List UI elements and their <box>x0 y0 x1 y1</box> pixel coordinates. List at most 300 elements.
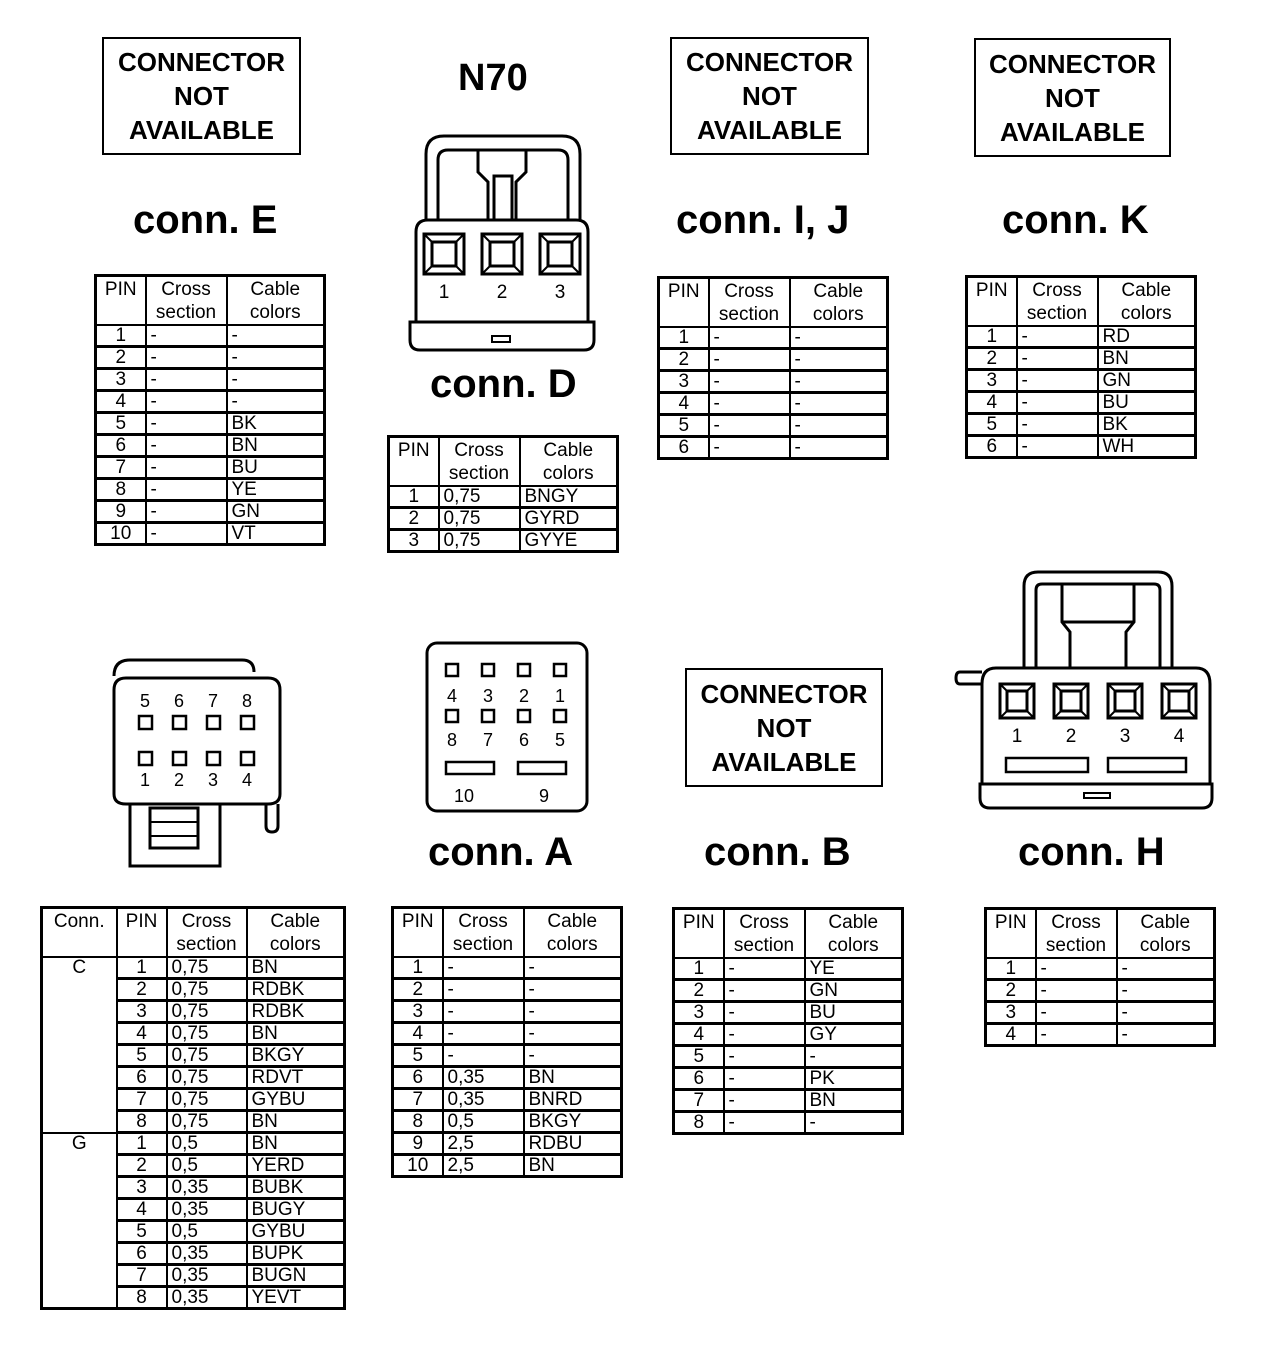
pin-cell: 5 <box>117 1221 167 1243</box>
pin-cell: 3 <box>389 530 439 552</box>
pin-cell: 7 <box>674 1090 724 1112</box>
pin-cell: 4 <box>117 1199 167 1221</box>
cross-section-cell: - <box>146 435 227 457</box>
table-row <box>659 371 888 393</box>
cross-section-cell: 0,5 <box>167 1133 247 1155</box>
pin-label: 1 <box>438 282 450 303</box>
table-row <box>986 958 1215 980</box>
cross-section-cell: - <box>443 979 524 1001</box>
table-row <box>986 1002 1215 1024</box>
pin-cell: 10 <box>393 1155 443 1177</box>
pin-cell: 5 <box>117 1045 167 1067</box>
cable-color-cell: RDVT <box>247 1067 345 1089</box>
pin-header: PIN <box>393 908 443 958</box>
table-row <box>674 1024 903 1046</box>
table-row <box>393 1133 622 1155</box>
cross-section-cell: - <box>146 479 227 501</box>
cross-section-cell: - <box>724 1112 805 1134</box>
conn-d-label: conn. D <box>430 362 577 406</box>
cable-color-cell: - <box>227 325 325 347</box>
pin-cell: 2 <box>393 979 443 1001</box>
cable-colors-header: Cable colors <box>1098 277 1196 327</box>
pin-header: PIN <box>986 909 1036 959</box>
cable-color-cell: BN <box>524 1067 622 1089</box>
cross-section-cell: 0,5 <box>167 1221 247 1243</box>
cross-section-cell: 0,75 <box>167 1001 247 1023</box>
pin-cell: 5 <box>393 1045 443 1067</box>
pin-label: 3 <box>207 770 219 790</box>
pin-cell: 4 <box>117 1023 167 1045</box>
pin-label: 1 <box>554 686 566 706</box>
pin-label: 6 <box>518 730 530 750</box>
pin-cell: 2 <box>117 1155 167 1177</box>
pin-label: 6 <box>173 691 185 711</box>
pin-label: 3 <box>482 686 494 706</box>
cable-colors-header: Cable colors <box>520 437 618 487</box>
table-row <box>967 436 1196 458</box>
conn-h-table <box>984 907 1216 1047</box>
cable-color-cell: - <box>524 1045 622 1067</box>
table-row <box>393 1067 622 1089</box>
pin-cell: 5 <box>96 413 146 435</box>
cross-section-header: Cross section <box>724 909 805 959</box>
cross-section-cell: 0,75 <box>439 486 520 508</box>
cable-color-cell: BK <box>227 413 325 435</box>
n70-title: N70 <box>458 57 528 99</box>
cross-section-cell: - <box>146 501 227 523</box>
pin-cell: 5 <box>659 415 709 437</box>
cross-section-header: Cross section <box>439 437 520 487</box>
pin-cell: 1 <box>393 957 443 979</box>
pin-cell: 2 <box>986 980 1036 1002</box>
cross-section-cell: 2,5 <box>443 1133 524 1155</box>
cross-section-cell: - <box>146 369 227 391</box>
cross-section-cell: 0,5 <box>167 1155 247 1177</box>
pin-cell: 8 <box>117 1287 167 1309</box>
cable-color-cell: - <box>790 349 888 371</box>
table-row <box>393 1089 622 1111</box>
pin-cell: 7 <box>117 1089 167 1111</box>
pin-cell: 9 <box>393 1133 443 1155</box>
conn-a-label: conn. A <box>428 830 574 874</box>
table-row <box>389 530 618 552</box>
table-row <box>393 1155 622 1177</box>
cable-color-cell: BN <box>227 435 325 457</box>
table-row <box>96 369 325 391</box>
cross-section-cell: 0,5 <box>443 1111 524 1133</box>
pin-header: PIN <box>674 909 724 959</box>
table-row <box>42 957 345 979</box>
pin-label: 2 <box>1065 726 1077 747</box>
pin-label: 1 <box>1011 726 1023 747</box>
cross-section-cell: - <box>1017 348 1098 370</box>
cross-section-cell: - <box>1017 370 1098 392</box>
cable-color-cell: BN <box>1098 348 1196 370</box>
conn-k-table <box>965 275 1197 459</box>
cable-color-cell: PK <box>805 1068 903 1090</box>
table-row <box>96 391 325 413</box>
pin-cell: 1 <box>96 325 146 347</box>
pin-cell: 3 <box>986 1002 1036 1024</box>
cross-section-cell: - <box>443 957 524 979</box>
pin-cell: 3 <box>117 1001 167 1023</box>
cross-section-cell: - <box>724 958 805 980</box>
cable-color-cell: VT <box>227 523 325 545</box>
cross-section-cell: 0,35 <box>167 1287 247 1309</box>
pin-label: 5 <box>554 730 566 750</box>
cable-colors-header: Cable colors <box>790 278 888 328</box>
pin-cell: 3 <box>117 1177 167 1199</box>
conn-e-table <box>94 274 326 546</box>
pin-cell: 3 <box>393 1001 443 1023</box>
cross-section-cell: 0,75 <box>439 508 520 530</box>
pin-cell: 4 <box>659 393 709 415</box>
pin-cell: 6 <box>393 1067 443 1089</box>
pin-label: 7 <box>482 730 494 750</box>
pin-cell: 4 <box>96 391 146 413</box>
cross-section-cell: 0,35 <box>167 1199 247 1221</box>
cable-color-cell: BNGY <box>520 486 618 508</box>
cross-section-cell: 0,75 <box>167 1111 247 1133</box>
cross-section-cell: - <box>724 1068 805 1090</box>
conn-b-label: conn. B <box>704 830 851 874</box>
table-row <box>393 1045 622 1067</box>
table-row <box>674 1002 903 1024</box>
pin-cell: 2 <box>674 980 724 1002</box>
cable-color-cell: YEVT <box>247 1287 345 1309</box>
table-row <box>967 370 1196 392</box>
cable-color-cell: GYBU <box>247 1221 345 1243</box>
cable-color-cell: BKGY <box>247 1045 345 1067</box>
cross-section-cell: 0,35 <box>167 1243 247 1265</box>
pin-cell: 2 <box>967 348 1017 370</box>
cable-color-cell: GY <box>805 1024 903 1046</box>
pin-cell: 4 <box>967 392 1017 414</box>
cable-color-cell: GYYE <box>520 530 618 552</box>
pin-cell: 5 <box>967 414 1017 436</box>
cross-section-cell: 0,35 <box>167 1177 247 1199</box>
cable-color-cell: RDBK <box>247 1001 345 1023</box>
table-row <box>96 479 325 501</box>
cable-color-cell: BU <box>227 457 325 479</box>
pin-label: 1 <box>139 770 151 790</box>
cable-color-cell: - <box>790 437 888 459</box>
cable-color-cell: BN <box>524 1155 622 1177</box>
pin-label: 8 <box>241 691 253 711</box>
cable-color-cell: - <box>227 369 325 391</box>
conn-e-label: conn. E <box>133 198 278 242</box>
cable-color-cell: - <box>524 957 622 979</box>
cross-section-cell: 0,75 <box>439 530 520 552</box>
pin-cell: 2 <box>96 347 146 369</box>
cable-color-cell: YE <box>805 958 903 980</box>
connector-not-available-k: CONNECTOR NOT AVAILABLE <box>974 38 1171 157</box>
cable-colors-header: Cable colors <box>805 909 903 959</box>
cable-color-cell: BN <box>247 1111 345 1133</box>
cross-section-cell: - <box>709 415 790 437</box>
table-row <box>967 414 1196 436</box>
pin-cell: 1 <box>659 327 709 349</box>
cross-section-cell: - <box>709 349 790 371</box>
pin-label: 4 <box>446 686 458 706</box>
pin-cell: 2 <box>659 349 709 371</box>
cable-color-cell: BNRD <box>524 1089 622 1111</box>
pin-label: 7 <box>207 691 219 711</box>
cross-section-cell: - <box>724 1046 805 1068</box>
table-row <box>96 501 325 523</box>
cross-section-header: Cross section <box>146 276 227 326</box>
conn-header: Conn. <box>42 908 117 958</box>
cable-color-cell: BN <box>805 1090 903 1112</box>
cable-colors-header: Cable colors <box>524 908 622 958</box>
table-row <box>659 437 888 459</box>
cross-section-cell: - <box>724 980 805 1002</box>
pin-label: 3 <box>554 282 566 303</box>
pin-label: 3 <box>1119 726 1131 747</box>
cross-section-cell: - <box>1036 1024 1117 1046</box>
cross-section-cell: - <box>146 523 227 545</box>
cross-section-cell: - <box>1017 436 1098 458</box>
table-row <box>389 508 618 530</box>
pin-label: 2 <box>496 282 508 303</box>
cable-color-cell: GYBU <box>247 1089 345 1111</box>
pin-header: PIN <box>659 278 709 328</box>
pin-cell: 3 <box>659 371 709 393</box>
cable-colors-header: Cable colors <box>247 908 345 958</box>
cable-color-cell: BUPK <box>247 1243 345 1265</box>
pin-cell: 1 <box>389 486 439 508</box>
cross-section-cell: 0,75 <box>167 1089 247 1111</box>
table-row <box>967 326 1196 348</box>
cable-color-cell: - <box>524 1001 622 1023</box>
connector-h-diagram <box>952 568 1218 812</box>
connector-group-cell: C <box>42 957 117 1133</box>
table-row <box>674 958 903 980</box>
cable-color-cell: BK <box>1098 414 1196 436</box>
pin-label: 5 <box>139 691 151 711</box>
pin-cell: 1 <box>117 1133 167 1155</box>
cable-color-cell: - <box>805 1112 903 1134</box>
cross-section-header: Cross section <box>1017 277 1098 327</box>
cross-section-cell: - <box>146 391 227 413</box>
pin-cell: 6 <box>967 436 1017 458</box>
pin-header: PIN <box>117 908 167 958</box>
cross-section-cell: 0,35 <box>167 1265 247 1287</box>
table-row <box>986 1024 1215 1046</box>
cross-section-header: Cross section <box>709 278 790 328</box>
pin-cell: 7 <box>117 1265 167 1287</box>
cable-color-cell: - <box>790 393 888 415</box>
cross-section-cell: - <box>1036 980 1117 1002</box>
conn-c-g-table <box>40 906 346 1310</box>
pin-cell: 6 <box>117 1243 167 1265</box>
cross-section-cell: 0,75 <box>167 1067 247 1089</box>
cable-color-cell: GN <box>805 980 903 1002</box>
pin-cell: 1 <box>674 958 724 980</box>
cross-section-cell: - <box>1017 414 1098 436</box>
cross-section-cell: - <box>1036 958 1117 980</box>
pin-cell: 4 <box>986 1024 1036 1046</box>
cable-color-cell: YERD <box>247 1155 345 1177</box>
connector-not-available-ij: CONNECTOR NOT AVAILABLE <box>670 37 869 155</box>
cross-section-cell: - <box>146 413 227 435</box>
pin-label: 4 <box>241 770 253 790</box>
cable-colors-header: Cable colors <box>227 276 325 326</box>
cross-section-cell: - <box>1017 326 1098 348</box>
table-row <box>96 457 325 479</box>
cable-color-cell: BKGY <box>524 1111 622 1133</box>
pin-cell: 6 <box>674 1068 724 1090</box>
conn-ij-table <box>657 276 889 460</box>
table-row <box>393 979 622 1001</box>
conn-b-table <box>672 907 904 1135</box>
table-row <box>674 1046 903 1068</box>
cross-section-cell: - <box>146 347 227 369</box>
pin-label: 9 <box>538 786 550 806</box>
table-row <box>393 1023 622 1045</box>
pin-header: PIN <box>389 437 439 487</box>
cable-color-cell: YE <box>227 479 325 501</box>
table-row <box>42 1133 345 1155</box>
table-row <box>674 1068 903 1090</box>
connector-c-g-diagram <box>106 656 286 870</box>
table-row <box>389 486 618 508</box>
table-row <box>659 349 888 371</box>
pin-cell: 6 <box>96 435 146 457</box>
cross-section-cell: - <box>146 457 227 479</box>
cable-color-cell: BN <box>247 957 345 979</box>
conn-h-label: conn. H <box>1018 830 1165 874</box>
cross-section-cell: - <box>709 327 790 349</box>
table-row <box>674 1112 903 1134</box>
pin-cell: 4 <box>393 1023 443 1045</box>
table-row <box>986 980 1215 1002</box>
table-row <box>393 957 622 979</box>
pin-cell: 7 <box>393 1089 443 1111</box>
cable-color-cell: BN <box>247 1023 345 1045</box>
cable-color-cell: GN <box>1098 370 1196 392</box>
pin-cell: 1 <box>986 958 1036 980</box>
connector-d-diagram <box>406 132 598 356</box>
cross-section-cell: 0,75 <box>167 1023 247 1045</box>
cable-color-cell: BUGY <box>247 1199 345 1221</box>
pin-cell: 3 <box>96 369 146 391</box>
cross-section-header: Cross section <box>167 908 247 958</box>
pin-label: 2 <box>518 686 530 706</box>
conn-d-table <box>387 435 619 553</box>
pin-header: PIN <box>967 277 1017 327</box>
pin-cell: 3 <box>674 1002 724 1024</box>
cable-color-cell: - <box>790 371 888 393</box>
cross-section-cell: 0,35 <box>443 1067 524 1089</box>
table-row <box>96 413 325 435</box>
cross-section-cell: - <box>443 1045 524 1067</box>
pin-header: PIN <box>96 276 146 326</box>
pin-cell: 10 <box>96 523 146 545</box>
cross-section-header: Cross section <box>1036 909 1117 959</box>
pin-cell: 3 <box>967 370 1017 392</box>
pin-label: 10 <box>453 786 475 806</box>
cable-color-cell: WH <box>1098 436 1196 458</box>
cable-color-cell: GN <box>227 501 325 523</box>
pin-cell: 2 <box>389 508 439 530</box>
table-row <box>96 347 325 369</box>
cable-color-cell: RD <box>1098 326 1196 348</box>
pin-cell: 6 <box>117 1067 167 1089</box>
cross-section-cell: 2,5 <box>443 1155 524 1177</box>
table-row <box>96 435 325 457</box>
connector-not-available-e: CONNECTOR NOT AVAILABLE <box>102 37 301 155</box>
cross-section-cell: - <box>443 1001 524 1023</box>
pin-cell: 8 <box>393 1111 443 1133</box>
connector-group-cell: G <box>42 1133 117 1309</box>
conn-k-label: conn. K <box>1002 198 1149 242</box>
cross-section-cell: - <box>709 393 790 415</box>
cross-section-cell: - <box>1036 1002 1117 1024</box>
cable-color-cell: - <box>524 1023 622 1045</box>
cable-color-cell: - <box>227 391 325 413</box>
pin-cell: 7 <box>96 457 146 479</box>
cross-section-header: Cross section <box>443 908 524 958</box>
cable-color-cell: - <box>1117 980 1215 1002</box>
cable-color-cell: - <box>227 347 325 369</box>
pin-label: 8 <box>446 730 458 750</box>
cable-color-cell: - <box>790 415 888 437</box>
cross-section-cell: - <box>146 325 227 347</box>
cable-color-cell: BU <box>1098 392 1196 414</box>
pin-cell: 2 <box>117 979 167 1001</box>
pin-cell: 8 <box>96 479 146 501</box>
cross-section-cell: - <box>724 1002 805 1024</box>
conn-ij-label: conn. I, J <box>676 198 850 242</box>
cable-color-cell: - <box>790 327 888 349</box>
table-row <box>393 1001 622 1023</box>
table-row <box>659 415 888 437</box>
cross-section-cell: 0,75 <box>167 1045 247 1067</box>
pin-cell: 5 <box>674 1046 724 1068</box>
cable-color-cell: - <box>805 1046 903 1068</box>
connector-a-diagram <box>424 640 592 816</box>
cable-color-cell: BN <box>247 1133 345 1155</box>
cross-section-cell: - <box>724 1024 805 1046</box>
table-row <box>659 393 888 415</box>
cross-section-cell: 0,75 <box>167 979 247 1001</box>
pin-cell: 9 <box>96 501 146 523</box>
table-row <box>967 348 1196 370</box>
pin-cell: 1 <box>967 326 1017 348</box>
conn-a-table <box>391 906 623 1178</box>
pin-label: 2 <box>173 770 185 790</box>
cross-section-cell: 0,75 <box>167 957 247 979</box>
pin-cell: 8 <box>674 1112 724 1134</box>
cross-section-cell: - <box>443 1023 524 1045</box>
pin-label: 4 <box>1173 726 1185 747</box>
table-row <box>967 392 1196 414</box>
pin-cell: 6 <box>659 437 709 459</box>
table-row <box>674 1090 903 1112</box>
connector-not-available-b: CONNECTOR NOT AVAILABLE <box>685 668 883 787</box>
cross-section-cell: - <box>709 437 790 459</box>
cable-color-cell: RDBK <box>247 979 345 1001</box>
cross-section-cell: - <box>709 371 790 393</box>
cable-color-cell: - <box>1117 958 1215 980</box>
pin-cell: 1 <box>117 957 167 979</box>
table-row <box>674 980 903 1002</box>
cable-color-cell: - <box>1117 1002 1215 1024</box>
cable-color-cell: BUBK <box>247 1177 345 1199</box>
table-row <box>96 325 325 347</box>
cable-color-cell: BU <box>805 1002 903 1024</box>
